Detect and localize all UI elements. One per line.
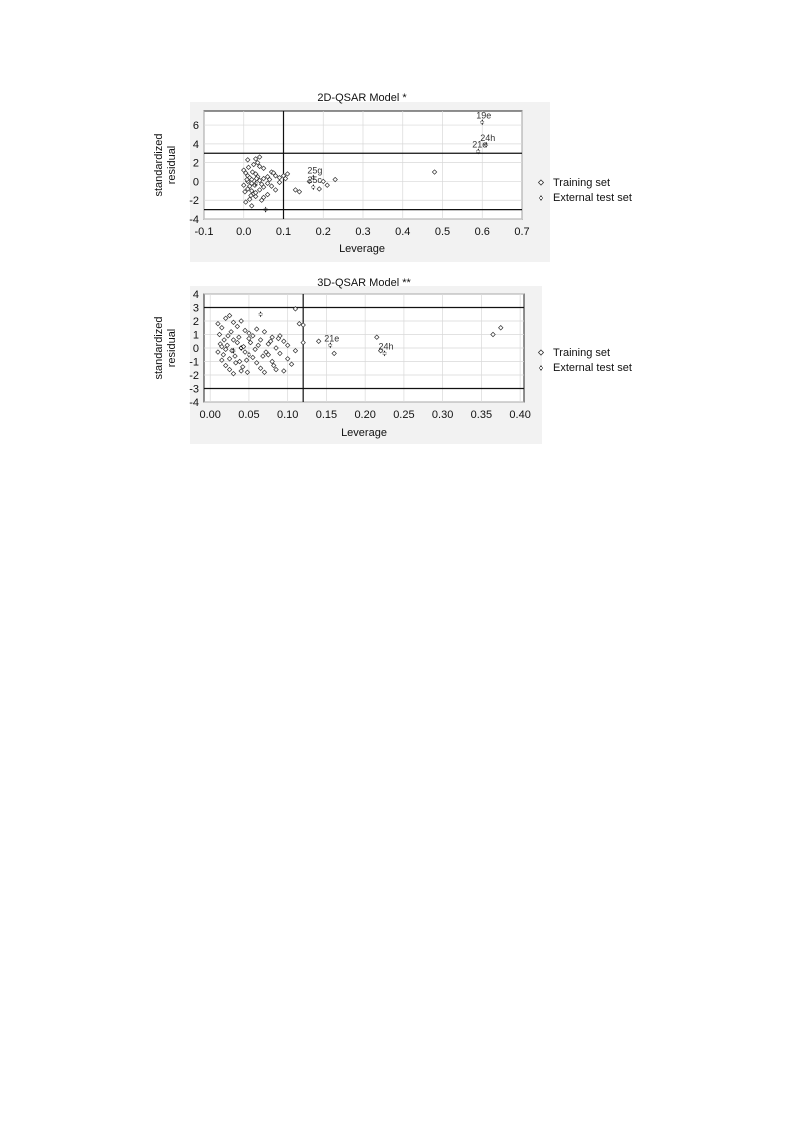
x-tick-label: 0.0 [236, 226, 252, 238]
x-tick-label: 0.05 [238, 409, 260, 421]
chart-title: 3D-QSAR Model ** [317, 277, 411, 289]
point-label: 21e [472, 139, 488, 150]
x-tick-label: 0.35 [470, 409, 493, 421]
x-tick-label: 0.7 [514, 226, 530, 238]
y-tick-label: 3 [192, 302, 199, 315]
y-tick-label: 1 [192, 329, 199, 342]
y-axis-label-line2: residual [166, 145, 178, 185]
legend-external-label: External test set [553, 362, 632, 374]
x-tick-label: 0.2 [315, 226, 331, 238]
x-tick-label: 0.1 [275, 226, 292, 238]
x-tick-label: 0.4 [395, 226, 411, 238]
x-tick-labels [195, 226, 530, 238]
x-tick-labels [199, 409, 530, 421]
x-tick-label: 0.6 [474, 226, 490, 238]
y-axis-label-line2: residual [166, 328, 178, 368]
x-tick-label: 0.10 [276, 409, 299, 421]
y-axis-label-line1: standardized [153, 133, 165, 197]
qsar-figure [0, 0, 793, 460]
y-tick-label: -4 [189, 214, 199, 226]
x-axis-label: Leverage [339, 243, 385, 255]
y-tick-label: 4 [192, 138, 199, 151]
legend-external-label: External test set [553, 192, 632, 204]
legend-training-label: Training set [553, 177, 611, 189]
y-tick-label: -4 [189, 397, 199, 409]
y-tick-label: 2 [192, 316, 199, 328]
y-tick-label: -3 [189, 383, 199, 396]
point-label: 25c [307, 175, 322, 186]
y-axis-label-line1: standardized [153, 316, 165, 380]
point-label: 24h [378, 341, 394, 352]
point-label: 21e [324, 333, 340, 344]
y-tick-label: 6 [192, 120, 199, 133]
y-tick-label: -1 [189, 356, 199, 369]
legend-training-label: Training set [553, 347, 611, 359]
chart-title: 2D-QSAR Model * [317, 92, 407, 104]
x-tick-label: 0.40 [509, 409, 531, 421]
x-tick-label: 0.25 [393, 409, 415, 421]
y-tick-label: -2 [189, 195, 199, 208]
point-label: 25g [307, 165, 323, 176]
y-tick-label: 0 [192, 343, 199, 355]
x-axis-label: Leverage [341, 427, 387, 439]
y-tick-label: 2 [192, 157, 199, 170]
x-tick-label: 0.5 [434, 226, 451, 238]
chart-3d-qsar [153, 277, 632, 444]
y-tick-label: 4 [192, 289, 199, 301]
y-tick-label: 0 [192, 176, 199, 189]
chart-2d-qsar [153, 92, 632, 262]
y-tick-label: -2 [189, 370, 199, 382]
x-tick-label: -0.1 [194, 226, 214, 238]
legend [539, 347, 632, 374]
x-tick-label: 0.00 [199, 409, 221, 421]
x-tick-label: 0.15 [315, 409, 338, 421]
x-tick-label: 0.20 [354, 409, 376, 421]
x-tick-label: 0.3 [355, 226, 371, 238]
legend [539, 177, 632, 204]
x-tick-label: 0.30 [431, 409, 454, 421]
point-label: 24h [480, 132, 496, 143]
point-label: 19e [476, 110, 492, 121]
